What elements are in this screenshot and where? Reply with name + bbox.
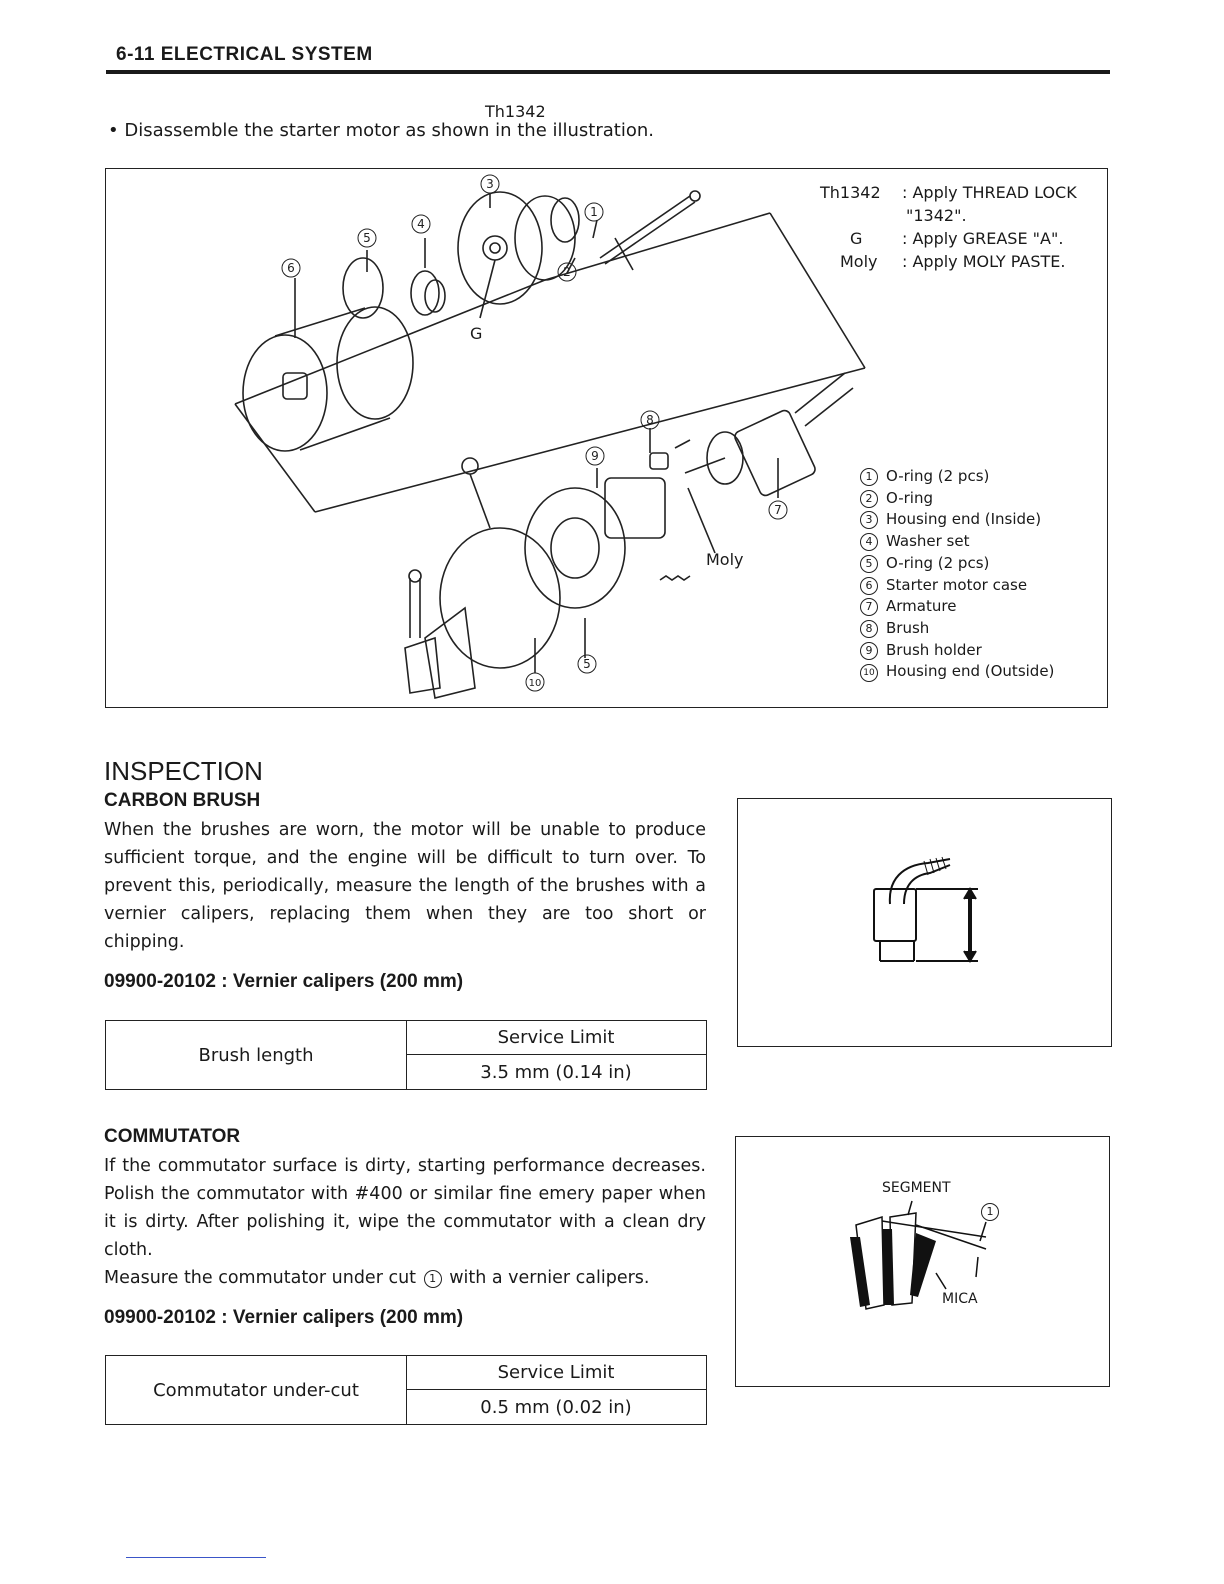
callout-9: 9 [591,449,599,463]
note-row: Moly : Apply MOLY PASTE. [840,252,1066,271]
callout-1: 1 [590,205,598,219]
intro-instruction: • Disassemble the starter motor as shown in the illustration. [108,120,654,141]
callout-7: 7 [774,503,782,517]
spec-header: Service Limit [406,1021,706,1055]
callout-4: 4 [417,217,425,231]
callout-5a: 5 [363,231,371,245]
measure-text-pre: Measure the commutator under cut [104,1268,417,1288]
legend-item: 6 Starter motor case [860,575,1054,597]
commutator-measure-line [104,1264,706,1292]
commutator-illustration [736,1137,1111,1388]
legend-item: 5 O-ring (2 pcs) [860,553,1054,575]
spec-value: 3.5 mm (0.14 in) [480,1061,632,1083]
legend-item: 9 Brush holder [860,640,1054,662]
legend-item: 8 Brush [860,618,1054,640]
page-header-title: 6-11 ELECTRICAL SYSTEM [116,44,373,65]
header-rule [106,70,1110,74]
callout-th1342: Th1342 [485,102,546,121]
spec-values [406,1356,706,1424]
commutator-tool: 09900-20102 : Vernier calipers (200 mm) [104,1307,464,1328]
undercut-callout: 1 [981,1203,999,1221]
subsection-title-commutator: COMMUTATOR [104,1126,241,1147]
commutator-undercut-spec-table [105,1355,707,1425]
note-row: Th1342 : Apply THREAD LOCK [820,183,1077,202]
callout-6: 6 [287,261,295,275]
legend-item: 2 O-ring [860,488,1054,510]
section-title-inspection: INSPECTION [104,756,263,786]
legend-item: 3 Housing end (Inside) [860,509,1054,531]
callout-10: 10 [528,678,542,689]
callout-3: 3 [486,177,494,191]
commutator-paragraph: If the commutator surface is dirty, starting performance decreases. Polish the commutator with #400 or similar fine emery paper when it is dirty. After polishing it, wipe the commutator with a clean dry cloth. [104,1156,706,1260]
mica-label: MICA [942,1291,978,1307]
application-notes [820,181,1105,273]
parts-legend [860,466,1054,683]
brush-illustration [738,799,1113,1048]
legend-item: 7 Armature [860,596,1054,618]
brush-length-spec-table [105,1020,707,1090]
carbon-brush-paragraph: When the brushes are worn, the motor will be unable to produce sufficient torque, and the engine will be difficult to turn over. To prevent this, periodically, measure the length of the brushes with a vernier calipers, replacing them when they are too short or chipping. [104,820,706,952]
callout-8: 8 [646,413,654,427]
commutator-figure [735,1136,1110,1387]
legend-item: 4 Washer set [860,531,1054,553]
spec-header: Service Limit [406,1356,706,1390]
note-row: G : Apply GREASE "A". [850,229,1064,248]
spec-item-label: Brush length [106,1021,407,1089]
footer-accent-line [126,1557,266,1558]
spec-item-label: Commutator under-cut [106,1356,407,1424]
callout-5b: 5 [583,657,591,671]
callout-g: G [470,324,483,343]
spec-values [406,1021,706,1089]
legend-item: 1 O-ring (2 pcs) [860,466,1054,488]
brush-measurement-figure [737,798,1112,1047]
note-row: "1342". [906,206,967,225]
measure-text-post: with a vernier calipers. [449,1268,650,1288]
callout-2: 2 [563,265,571,279]
legend-item: 10 Housing end (Outside) [860,661,1054,683]
measure-callout: 1 [424,1270,442,1288]
callout-moly: Moly [706,550,744,569]
segment-label: SEGMENT [882,1180,951,1196]
spec-value: 0.5 mm (0.02 in) [480,1396,632,1418]
subsection-title-carbon-brush: CARBON BRUSH [104,790,261,811]
carbon-brush-tool: 09900-20102 : Vernier calipers (200 mm) [104,971,464,992]
